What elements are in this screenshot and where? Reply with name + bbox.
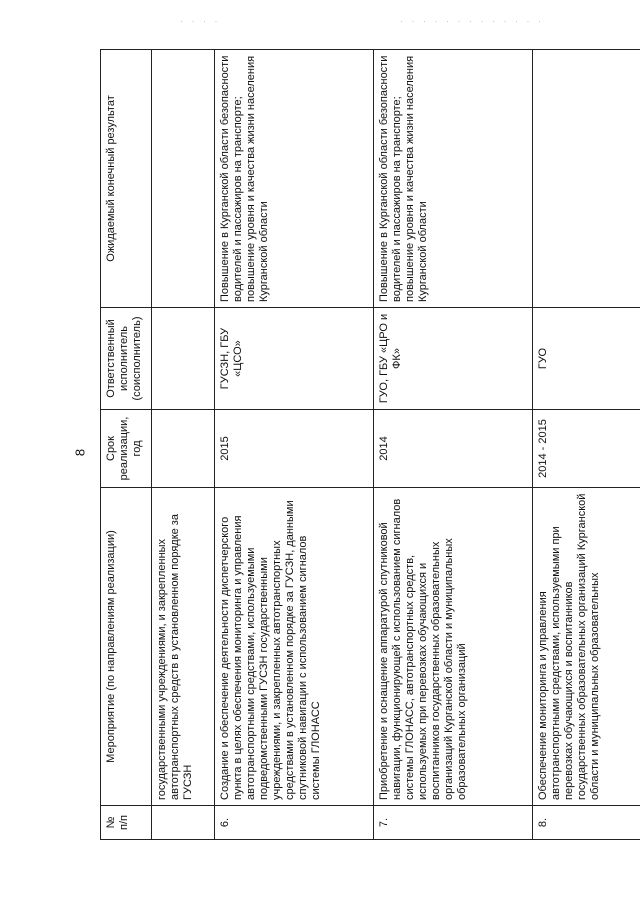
table-row	[152, 50, 215, 840]
cell-result: Повышение в Курганской области безопасности водителей и пассажиров на транспорте; повышение уровня и качества жизни населения Курганской области	[374, 50, 533, 308]
scan-artifact: · · · ·	[180, 16, 221, 26]
cell-result	[152, 50, 215, 308]
cell-period: 2014 - 2015	[533, 410, 640, 488]
table-row	[215, 50, 374, 840]
header-period: Срок реализации, год	[101, 410, 152, 488]
measures-table	[100, 49, 640, 840]
cell-num: 6.	[215, 806, 374, 840]
cell-period: 2015	[215, 410, 374, 488]
header-activity: Мероприятие (по направлениям реализации)	[101, 488, 152, 806]
page-number: 8	[72, 448, 88, 457]
cell-num	[152, 806, 215, 840]
scan-artifact: · · · · · · · · · · · · ·	[400, 16, 544, 26]
header-executor: Ответственный исполнитель (соисполнитель)	[101, 308, 152, 410]
table-header-row	[101, 50, 152, 840]
cell-result	[533, 50, 640, 308]
cell-num: 7.	[374, 806, 533, 840]
document-table-rotated	[100, 50, 601, 840]
cell-executor	[152, 308, 215, 410]
cell-activity: Обеспечение мониторинга и управления автотранспортными средствами, используемыми при перевозках обучающихся и воспитанников государственных образовательных организаций Курганской области и муниципальных образовательных	[533, 488, 640, 806]
header-result: Ожидаемый конечный результат	[101, 50, 152, 308]
cell-executor: ГУО, ГБУ «ЦРО и ФК»	[374, 308, 533, 410]
cell-activity: государственными учреждениями, и закрепленных автотранспортных средств в установленном порядке за ГУСЗН	[152, 488, 215, 806]
cell-executor: ГУСЗН, ГБУ «ЦСО»	[215, 308, 374, 410]
table-row	[374, 50, 533, 840]
cell-num: 8.	[533, 806, 640, 840]
cell-activity: Приобретение и оснащение аппаратурой спутниковой навигации, функционирующей с использованием сигналов системы ГЛОНАСС, автотранспортных средств, используемых при перевозках обучающихся и воспитанников государственных образовательных организаций Курганской области и муниципальных образовательных организаций	[374, 488, 533, 806]
cell-activity: Создание и обеспечение деятельности диспетчерского пункта в целях обеспечения мониторинга и управления автотранспортными средствами, используемыми подведомственными ГУСЗН государственными учреждениями, и закрепленных автотранспортных средствами в установленном порядке за ГУСЗН, данными спутниковой навигации с использованием сигналов системы ГЛОНАСС	[215, 488, 374, 806]
cell-result: Повышение в Курганской области безопасности водителей и пассажиров на транспорте; повышение уровня и качества жизни населения Курганской области	[215, 50, 374, 308]
cell-executor: ГУО	[533, 308, 640, 410]
table-row	[533, 50, 640, 840]
cell-period: 2014	[374, 410, 533, 488]
header-num: № п/п	[101, 806, 152, 840]
cell-period	[152, 410, 215, 488]
